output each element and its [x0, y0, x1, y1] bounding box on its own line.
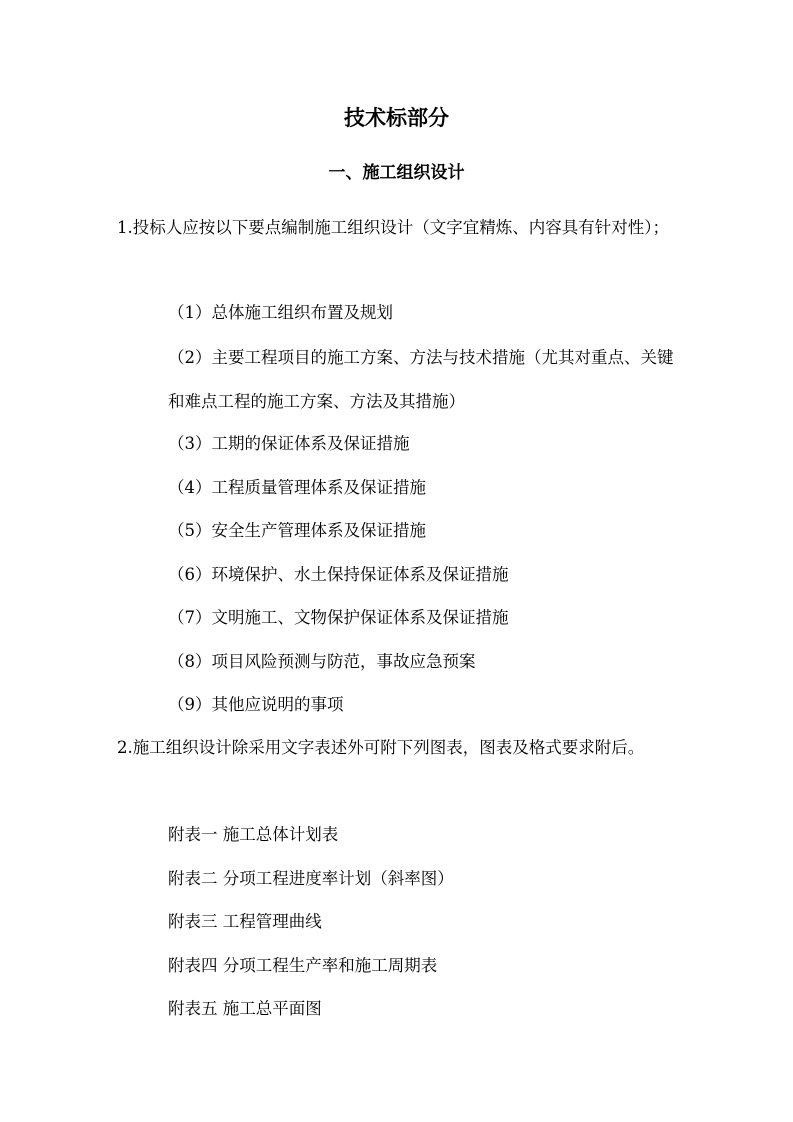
list-item-4: （4）工程质量管理体系及保证措施 — [168, 478, 426, 497]
appendix-item-3: 附表三 工程管理曲线 — [168, 912, 322, 931]
list-item-6: （6）环境保护、水土保持保证体系及保证措施 — [168, 565, 509, 584]
list-item-2: （2）主要工程项目的施工方案、方法与技术措施（尤其对重点、关键和难点工程的施工方案、方法及其措施） — [168, 348, 674, 411]
appendix-item-2: 附表二 分项工程进度率计划（斜率图） — [168, 869, 454, 888]
list-item-9: （9）其他应说明的事项 — [168, 695, 344, 714]
list-item-5: （5）安全生产管理体系及保证措施 — [168, 521, 426, 540]
list-item-7: （7）文明施工、文物保护保证体系及保证措施 — [168, 608, 509, 627]
appendix-item-4: 附表四 分项工程生产率和施工周期表 — [168, 956, 438, 975]
paragraph-appendix: 2.施工组织设计除采用文字表述外可附下列图表，图表及格式要求附后。 — [117, 738, 645, 757]
document-title: 技术标部分 — [344, 106, 449, 130]
appendix-item-1: 附表一 施工总体计划表 — [168, 825, 339, 844]
list-item-3: （3）工期的保证体系及保证措施 — [168, 434, 410, 453]
paragraph-requirements: 1.投标人应按以下要点编制施工组织设计（文字宜精炼、内容具有针对性）； — [117, 218, 669, 237]
appendix-item-5: 附表五 施工总平面图 — [168, 999, 322, 1018]
list-item-1: （1）总体施工组织布置及规划 — [168, 303, 393, 322]
section-heading: 一、施工组织设计 — [328, 163, 465, 183]
list-item-8: （8）项目风险预测与防范，事故应急预案 — [168, 652, 476, 671]
